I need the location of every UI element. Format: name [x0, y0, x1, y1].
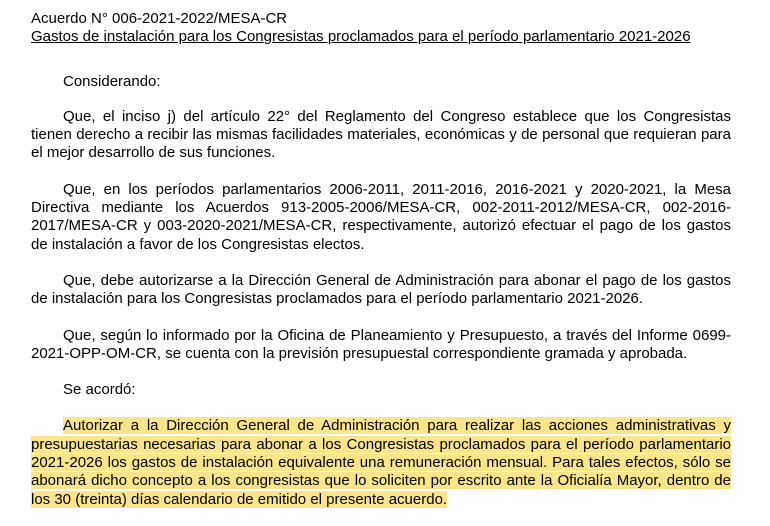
- resolution-highlight: Autorizar a la Dirección General de Administración para realizar las acciones administrativas y presupuestarias necesarias para abonar a los Congresistas proclamados para el período parlamentario 2021-2026 los gastos de instalación equivalente una remuneración mensual. Para tales efectos, sólo se abonará dicho concepto a los congresistas que lo soliciten por escrito ante la Oficialía Mayor, dentro de los 30 (treinta) días calendario de emitido el presente acuerdo.: [31, 417, 731, 508]
- resolution-paragraph: [31, 417, 731, 508]
- considering-label: Considerando:: [63, 72, 161, 90]
- paragraph-3: Que, debe autorizarse a la Dirección General de Administración para abonar el pago de los gastos de instalación para los Congresistas proclamados para el período parlamentario 2021-2026.: [31, 271, 731, 308]
- document-body: [31, 10, 731, 524]
- agreed-label: Se acordó:: [63, 381, 136, 399]
- paragraph-1: Que, el inciso j) del artículo 22° del Reglamento del Congreso establece que los Congresistas tienen derecho a recibir las mismas facilidades materiales, económicas y de personal que requieran para el mejor desarrollo de sus funciones.: [31, 107, 731, 162]
- paragraph-2: Que, en los períodos parlamentarios 2006-2011, 2011-2016, 2016-2021 y 2020-2021, la Mesa Directiva mediante los Acuerdos 913-2005-2006/MESA-CR, 002-2011-2012/MESA-CR, 002-2016-2017/MESA-CR y 003-2020-2021/MESA-CR, respectivamente, autorizó efectuar el pago de los gastos de instalación a favor de los Congresistas electos.: [31, 180, 731, 253]
- agreement-number: Acuerdo N° 006-2021-2022/MESA-CR: [31, 10, 288, 27]
- paragraph-4: Que, según lo informado por la Oficina de Planeamiento y Presupuesto, a través del Informe 0699-2021-OPP-OM-CR, se cuenta con la previsión presupuestal correspondiente gramada y aprobada.: [31, 326, 731, 362]
- agreement-subject: Gastos de instalación para los Congresistas proclamados para el período parlamentario 2021-2026: [31, 28, 691, 46]
